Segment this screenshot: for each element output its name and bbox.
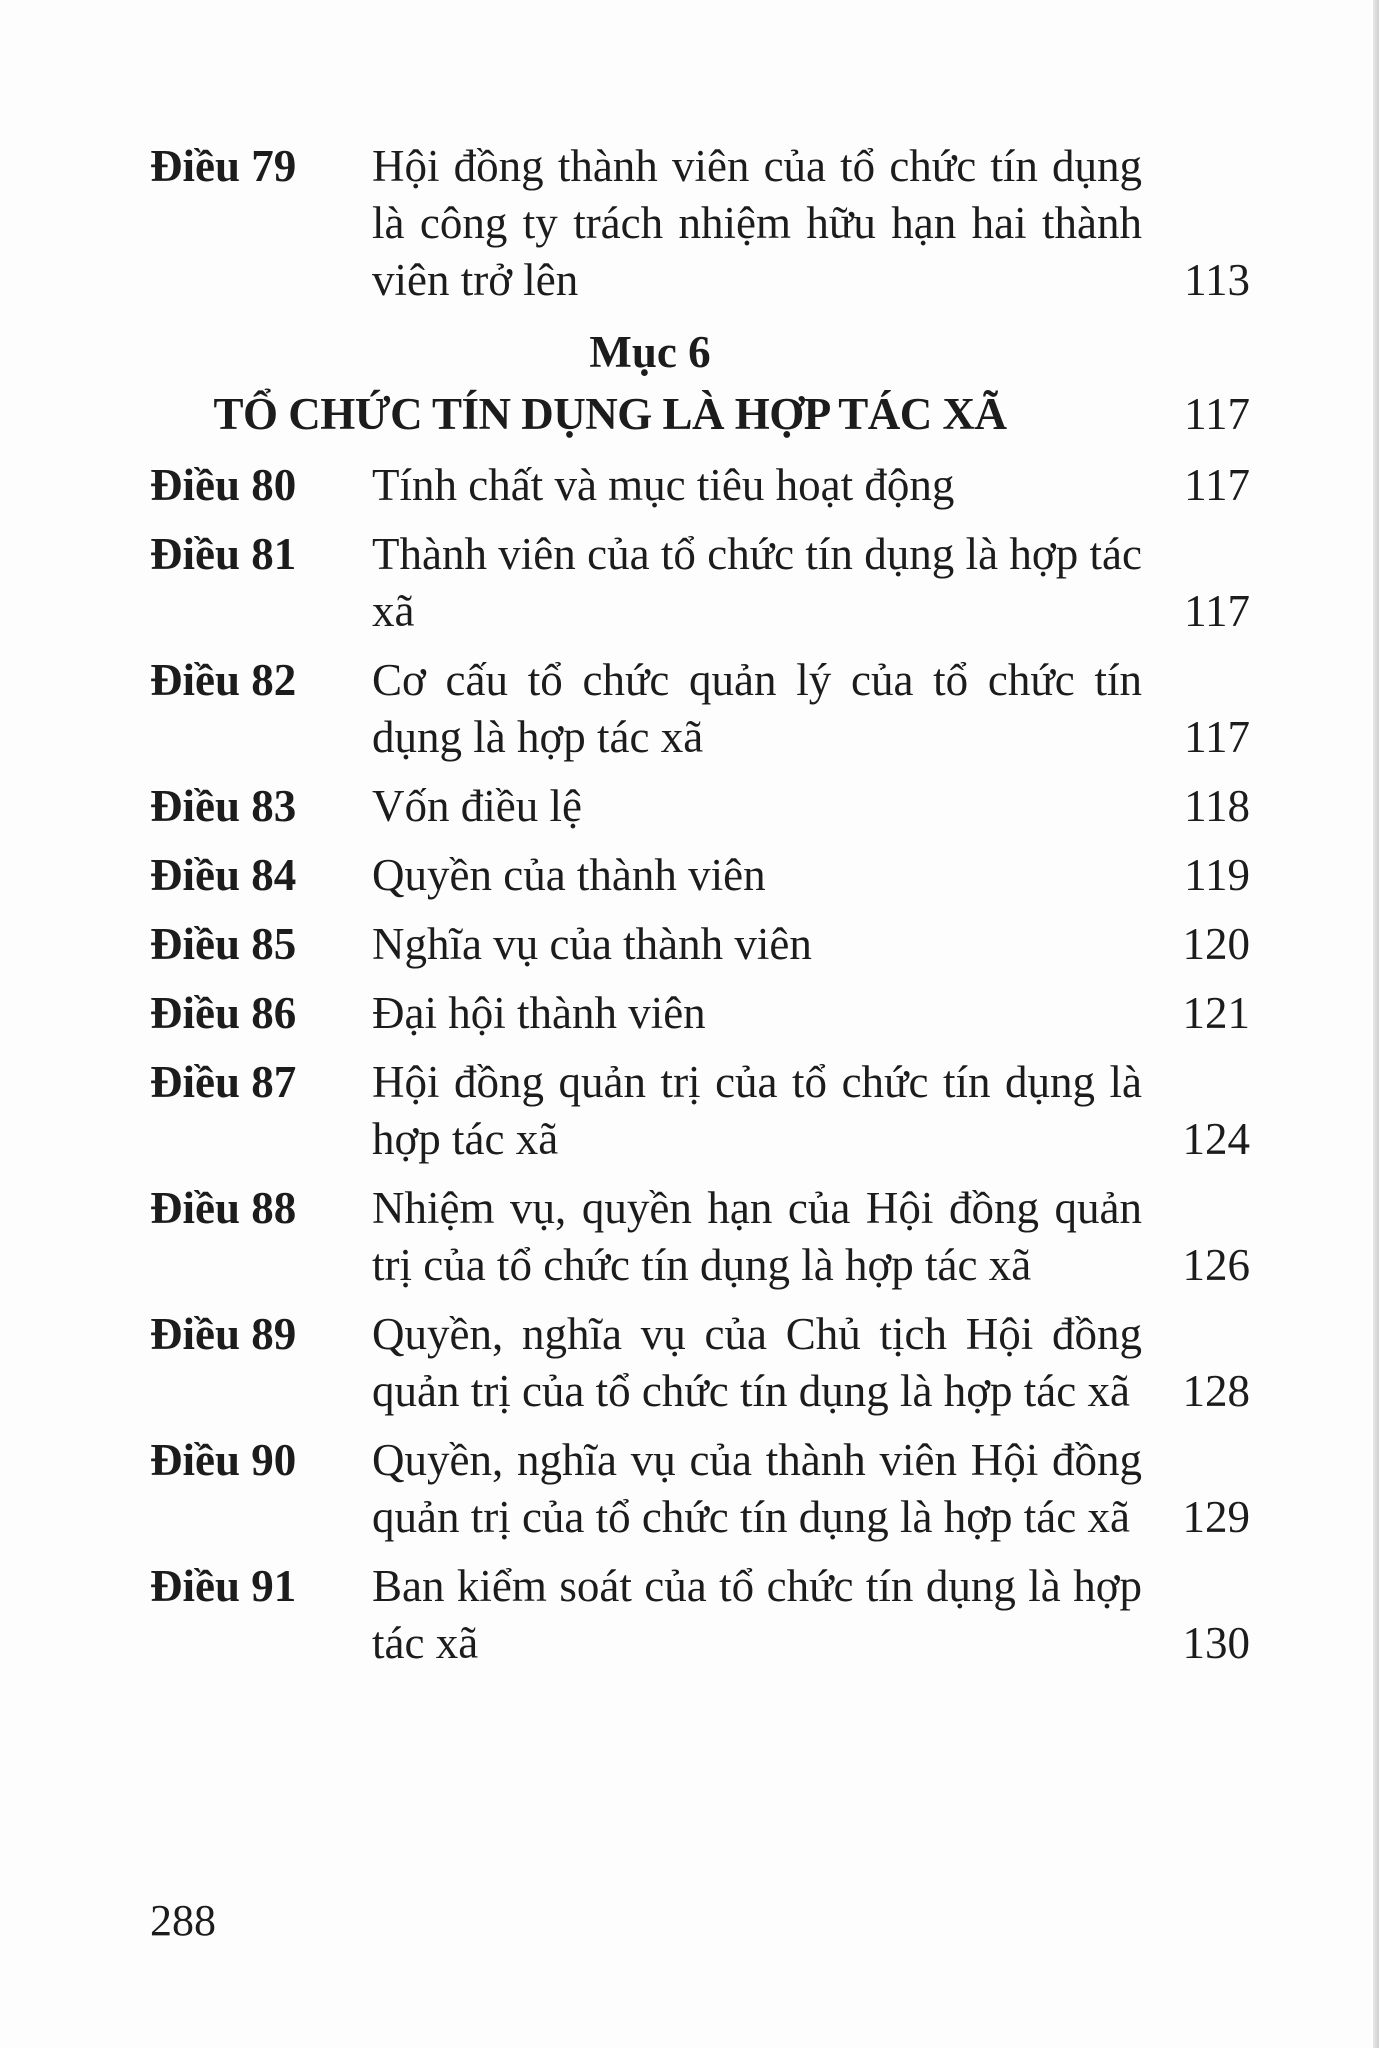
article-label: Điều 84 (150, 850, 297, 900)
article-label: Điều 83 (150, 781, 297, 831)
article-title: Quyền, nghĩa vụ của Chủ tịch Hội đồng quản trị của tổ chức tín dụng là hợp tác xã (372, 1309, 1142, 1416)
article-page-number: 124 (1182, 1114, 1250, 1164)
article-label: Điều 79 (150, 141, 297, 191)
article-label: Điều 88 (150, 1183, 297, 1233)
article-page-number: 121 (1182, 988, 1250, 1038)
toc-entry (150, 985, 1250, 1042)
toc-entry (150, 526, 1250, 640)
toc-entry (150, 457, 1250, 514)
article-title: Đại hội thành viên (372, 988, 706, 1038)
article-title: Nhiệm vụ, quyền hạn của Hội đồng quản trị của tổ chức tín dụng là hợp tác xã (372, 1183, 1142, 1290)
toc-entry (150, 847, 1250, 904)
table-of-contents (150, 138, 1250, 1684)
article-label: Điều 81 (150, 529, 297, 579)
article-page-number: 128 (1182, 1366, 1250, 1416)
article-page-number: 130 (1182, 1618, 1250, 1668)
section-label: Mục 6 (589, 327, 711, 377)
article-title: Tính chất và mục tiêu hoạt động (372, 460, 955, 510)
toc-entry (150, 1432, 1250, 1546)
article-label: Điều 87 (150, 1057, 297, 1107)
article-page-number: 117 (1184, 460, 1250, 510)
toc-entry (150, 1558, 1250, 1672)
article-page-number: 126 (1182, 1240, 1250, 1290)
section-heading (150, 321, 1250, 445)
article-label: Điều 82 (150, 655, 297, 705)
article-page-number: 118 (1184, 781, 1250, 831)
article-label: Điều 90 (150, 1435, 297, 1485)
article-label: Điều 80 (150, 460, 297, 510)
article-label: Điều 91 (150, 1561, 297, 1611)
article-label: Điều 89 (150, 1309, 297, 1359)
toc-entry (150, 1306, 1250, 1420)
toc-entry (150, 778, 1250, 835)
article-title: Hội đồng quản trị của tổ chức tín dụng là hợp tác xã (372, 1057, 1142, 1164)
toc-entry (150, 916, 1250, 973)
article-title: Ban kiểm soát của tổ chức tín dụng là hợp tác xã (372, 1561, 1142, 1668)
article-page-number: 117 (1184, 712, 1250, 762)
article-page-number: 117 (1184, 586, 1250, 636)
footer-page-number: 288 (150, 1896, 216, 1945)
section-page-number: 117 (1184, 389, 1250, 439)
toc-entry (150, 652, 1250, 766)
article-label: Điều 86 (150, 988, 297, 1038)
article-label: Điều 85 (150, 919, 297, 969)
article-page-number: 119 (1184, 850, 1250, 900)
article-page-number: 120 (1182, 919, 1250, 969)
article-title: Quyền, nghĩa vụ của thành viên Hội đồng quản trị của tổ chức tín dụng là hợp tác xã (372, 1435, 1142, 1542)
article-title: Nghĩa vụ của thành viên (372, 919, 812, 969)
section-title: TỔ CHỨC TÍN DỤNG LÀ HỢP TÁC XÃ (213, 389, 1007, 439)
article-page-number: 129 (1182, 1492, 1250, 1542)
article-title: Thành viên của tổ chức tín dụng là hợp tác xã (372, 529, 1142, 636)
toc-entry (150, 1180, 1250, 1294)
article-title: Vốn điều lệ (372, 781, 582, 831)
article-title: Hội đồng thành viên của tổ chức tín dụng là công ty trách nhiệm hữu hạn hai thành viên trở lên (372, 141, 1142, 305)
article-title: Quyền của thành viên (372, 850, 766, 900)
article-page-number: 113 (1184, 255, 1250, 305)
article-title: Cơ cấu tổ chức quản lý của tổ chức tín dụng là hợp tác xã (372, 655, 1142, 762)
toc-entry (150, 138, 1250, 309)
toc-entry (150, 1054, 1250, 1168)
page-edge (1373, 0, 1379, 2048)
